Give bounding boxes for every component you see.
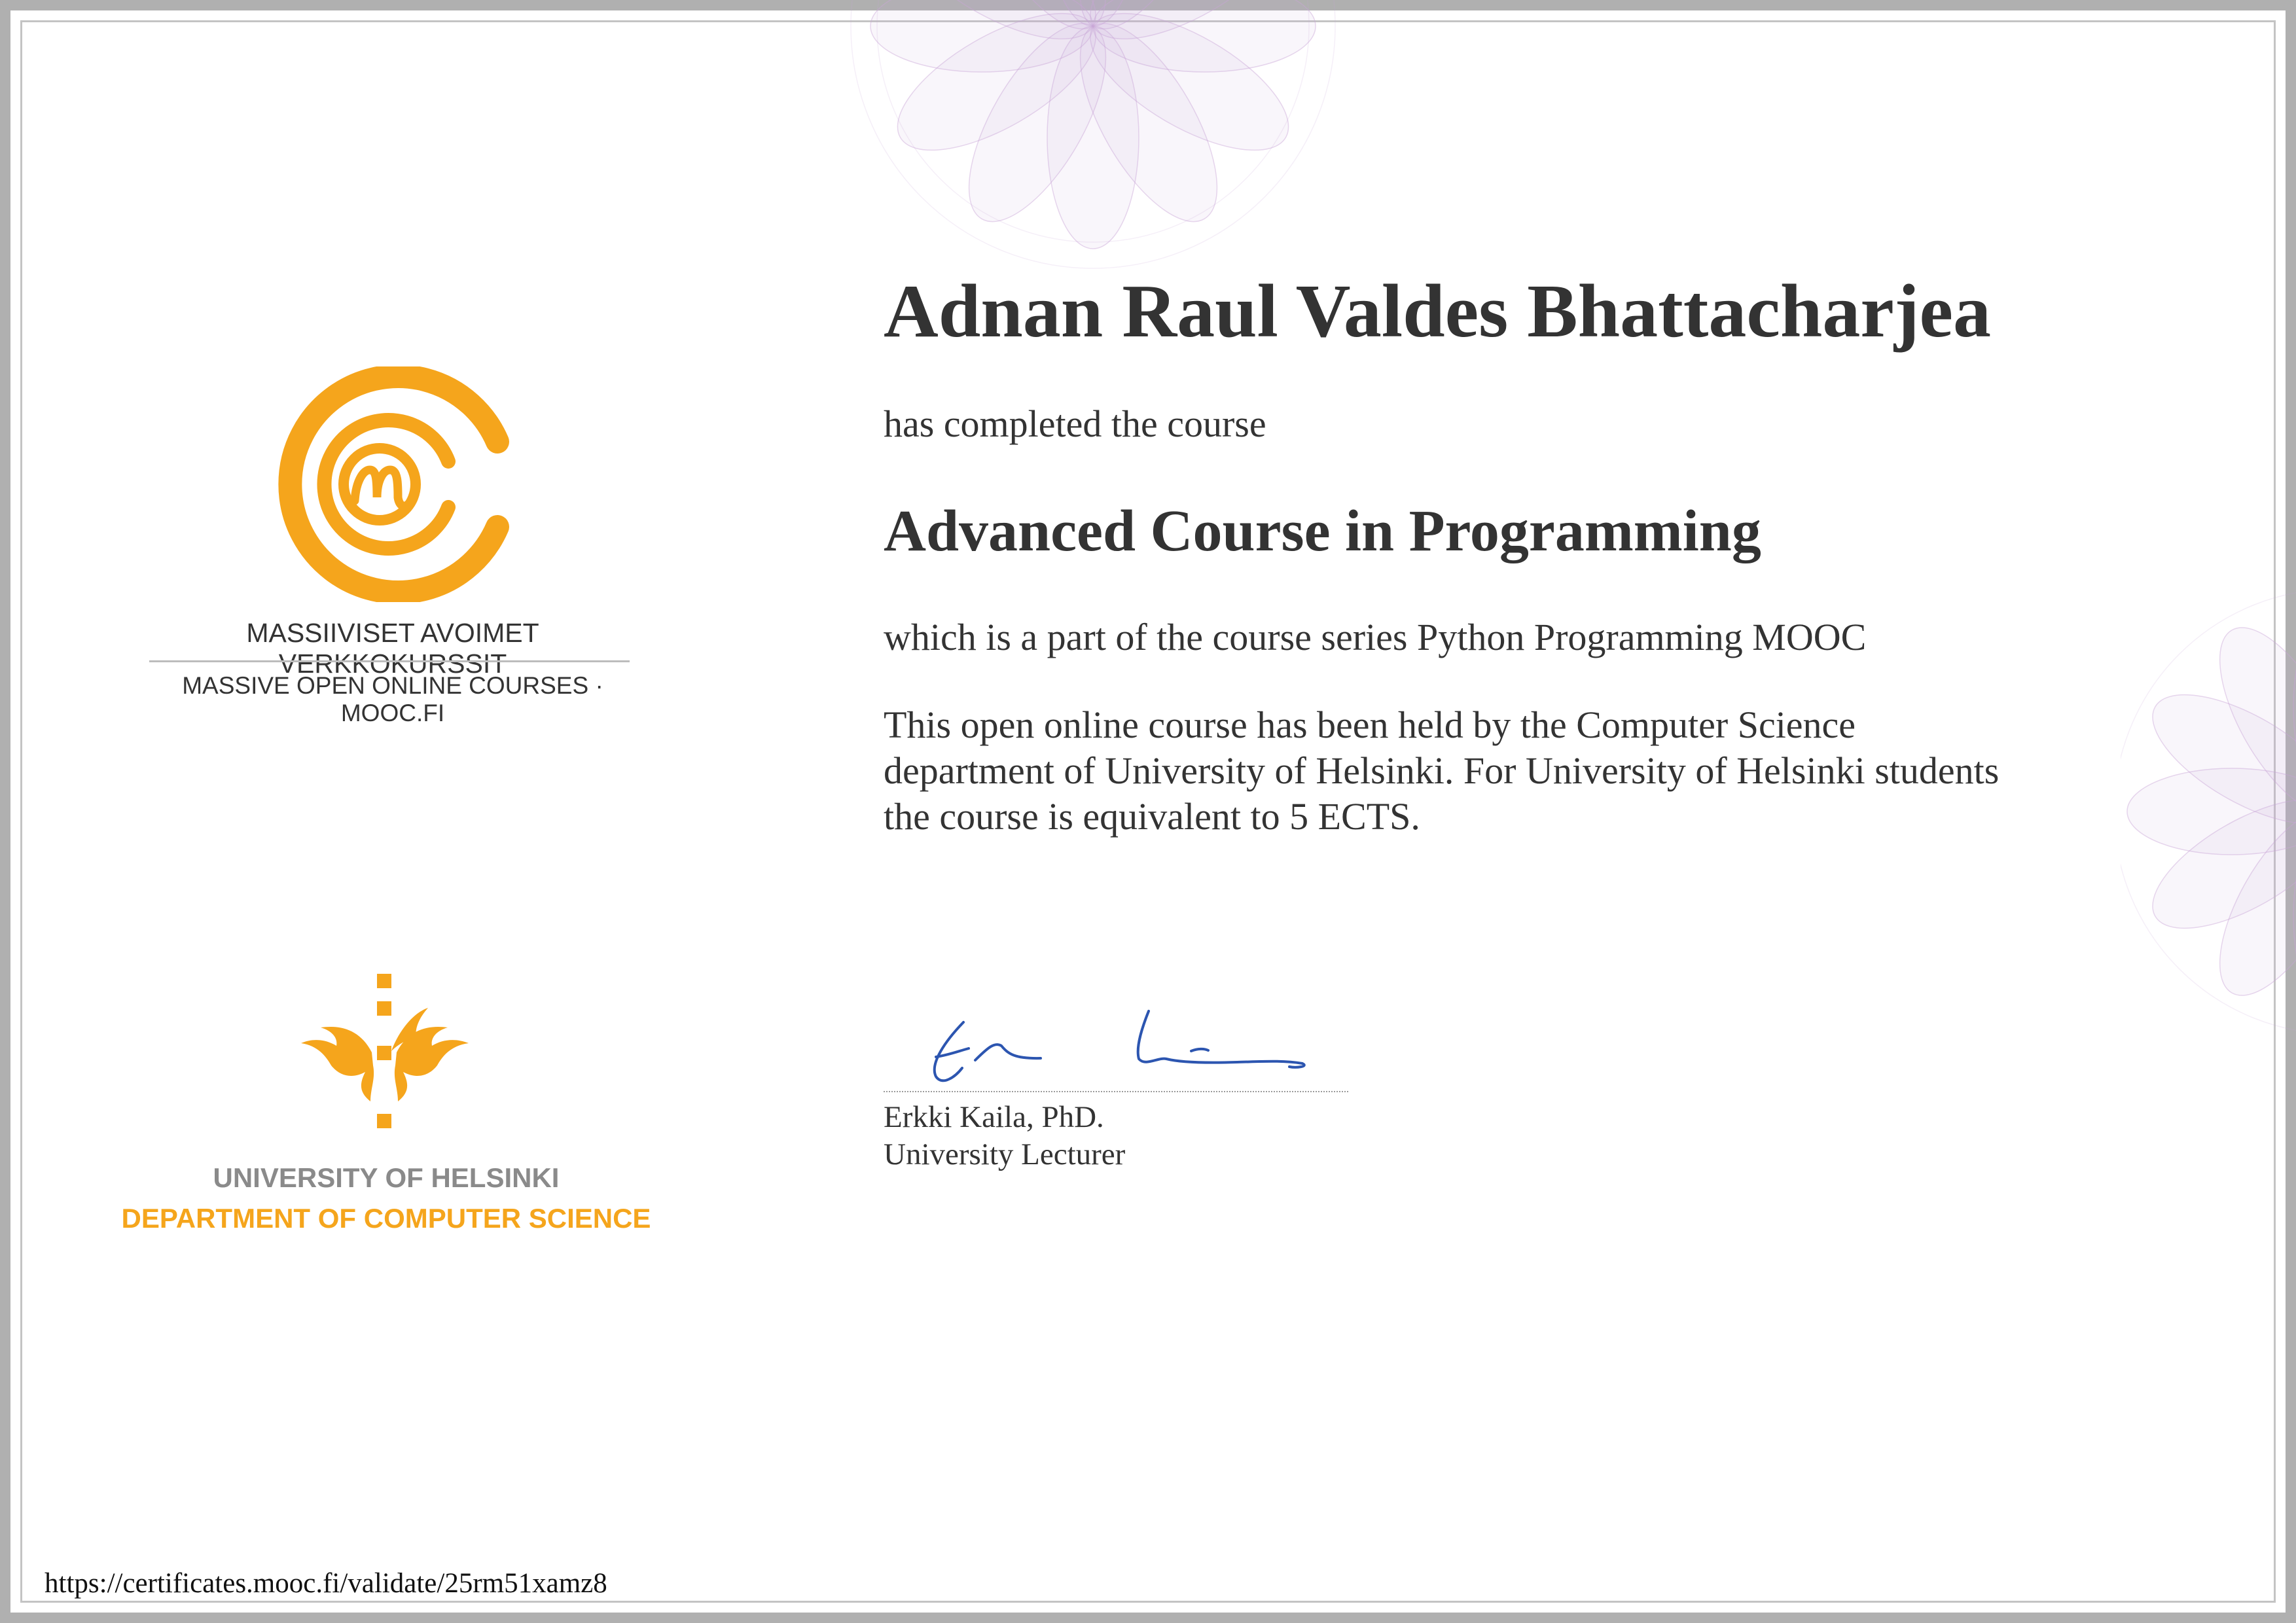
university-flame-icon bbox=[300, 974, 470, 1131]
mooc-tagline-english: MASSIVE OPEN ONLINE COURSES · MOOC.FI bbox=[182, 672, 603, 726]
validation-url: https://certificates.mooc.fi/validate/25rm51xamz8 bbox=[45, 1568, 607, 1599]
completion-statement: has completed the course bbox=[884, 402, 1266, 445]
mooc-logo-icon bbox=[249, 366, 524, 602]
signatory-title: University Lecturer bbox=[884, 1137, 1126, 1171]
recipient-name: Adnan Raul Valdes Bhattacharjea bbox=[884, 270, 1991, 353]
course-description-line: This open online course has been held by the Computer Science bbox=[884, 704, 1856, 746]
top-rosette-watermark bbox=[838, 0, 1348, 288]
university-name: UNIVERSITY OF HELSINKI bbox=[213, 1162, 560, 1193]
course-description-line: department of University of Helsinki. For University of Helsinki students bbox=[884, 749, 2000, 792]
course-title: Advanced Course in Programming bbox=[884, 499, 1761, 563]
department-name: DEPARTMENT OF COMPUTER SCIENCE bbox=[121, 1203, 651, 1234]
mooc-tagline-finnish: MASSIIVISET AVOIMET VERKKOKURSSIT bbox=[246, 618, 539, 679]
course-description-line: the course is equivalent to 5 ECTS. bbox=[884, 795, 1420, 838]
signature-line bbox=[884, 1091, 1348, 1092]
course-description bbox=[884, 702, 2127, 840]
signatory-name: Erkki Kaila, PhD. bbox=[884, 1100, 1104, 1134]
right-rosette-watermark bbox=[2121, 576, 2296, 1047]
handwritten-signature bbox=[910, 995, 1342, 1093]
mooc-logo-divider bbox=[149, 660, 630, 662]
course-series-text: which is a part of the course series Python Programming MOOC bbox=[884, 616, 1867, 658]
